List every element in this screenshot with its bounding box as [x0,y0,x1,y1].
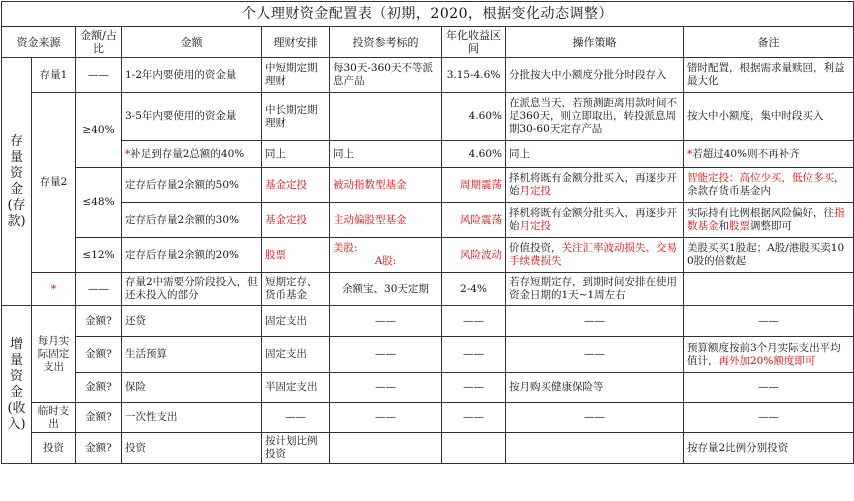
stock2-r5-strategy: 价值投资，关注汇率波动损失、交易手续费损失 [506,238,684,273]
stock2-r1-note: 按大中小额度，集中时段买入 [684,93,854,141]
stock2-r1-yield: 4.60% [442,93,506,141]
inc3-target: —— [330,373,442,403]
table-row [2,273,854,306]
stock2-r3-strategy: 择机将既有金额分批买入，再逐步开始月定投 [506,168,684,203]
stock2-r1-strategy: 在派息当天，若预测距离用款时间不足360天，则立即取出，转投派息周期30-60天定存产品 [506,93,684,141]
table-row [2,337,854,373]
stock1-arrangement: 中短期定期理财 [262,58,330,93]
table-row [2,306,854,337]
table-title: 个人理财资金配置表（初期，2020，根据变化动态调整） [2,2,854,27]
inc4-label: 临时支出 [32,403,76,433]
table-row [2,93,854,141]
table-row [2,141,854,168]
inc1-strategy: —— [506,306,684,337]
inc5-note: 按存量2比例分别投资 [684,433,854,464]
inc5-arrangement: 按计划比例投资 [262,433,330,464]
inc4-arrangement: —— [262,403,330,433]
inc1-ratio: 金额? [76,306,122,337]
inc5-yield [442,433,506,464]
stock3-yield: 2-4% [442,273,506,306]
stock2-r3-target: 被动指数型基金 [330,168,442,203]
allocation-table [1,1,854,464]
stock2-r4-note: 实际持有比例根据风险偏好，往指数基金和股票调整即可 [684,203,854,238]
inc4-yield: —— [442,403,506,433]
table-row [2,403,854,433]
header-note: 备注 [684,27,854,58]
stock2-ratio-40: ≥40% [76,93,122,168]
inc2-arrangement: 固定支出 [262,337,330,373]
stock-group-label: 存量资金(存款) [2,58,32,306]
star-mark: * [687,147,693,160]
inc3-arrangement: 半固定支出 [262,373,330,403]
stock3-target: 余额宝、30天定期 [330,273,442,306]
inc2-strategy: —— [506,337,684,373]
increment-group-label: 增量资金(收入) [2,306,32,464]
stock2-ratio-12: ≤12% [76,238,122,273]
stock2-r5-note: 美股买买1股起；A股/港股买卖100股的倍数起 [684,238,854,273]
table-row [2,203,854,238]
stock3-note [684,273,854,306]
inc5-amount: 投资 [122,433,262,464]
inc3-amount: 保险 [122,373,262,403]
inc3-yield: —— [442,373,506,403]
stock3-label: * [32,273,76,306]
inc3-note: —— [684,373,854,403]
table-row [2,238,854,273]
stock3-strategy: 若存短期定存，到期时间安排在使用资金日期的1天~1周左右 [506,273,684,306]
stock2-r5-yield: 风险波动 [442,238,506,273]
header-source: 资金来源 [2,27,76,58]
inc5-target [330,433,442,464]
stock2-r2-arrangement: 同上 [262,141,330,168]
table-row [2,168,854,203]
inc2-note: 预算额度按前3个月实际支出平均值计，再外加20%额度即可 [684,337,854,373]
stock1-note: 错时配置，根据需求量赎回，利益最大化 [684,58,854,93]
inc3-strategy: 按月购买健康保险等 [506,373,684,403]
inc1-target: —— [330,306,442,337]
stock2-r2-note: *若超过40%则不再补齐 [684,141,854,168]
stock3-arrangement: 短期定存、货币基金 [262,273,330,306]
inc5-strategy [506,433,684,464]
stock2-r2-strategy: 同上 [506,141,684,168]
header-arrangement: 理财安排 [262,27,330,58]
inc5-ratio: 金额? [76,433,122,464]
stock2-r4-arrangement: 基金定投 [262,203,330,238]
stock2-r2-yield: 4.60% [442,141,506,168]
inc2-yield: —— [442,337,506,373]
stock2-r3-arrangement: 基金定投 [262,168,330,203]
header-target: 投资参考标的 [330,27,442,58]
inc4-note: —— [684,403,854,433]
inc2-target: —— [330,337,442,373]
inc4-target: —— [330,403,442,433]
header-amount: 金额 [122,27,262,58]
monthly-group-label: 每月实际固定支出 [32,306,76,403]
stock2-label: 存量2 [32,93,76,273]
stock2-r4-yield: 风险震荡 [442,203,506,238]
stock2-r4-target: 主动偏股型基金 [330,203,442,238]
header-strategy: 操作策略 [506,27,684,58]
stock1-label: 存量1 [32,58,76,93]
stock2-ratio-48: ≤48% [76,168,122,238]
inc4-ratio: 金额? [76,403,122,433]
table-row [2,433,854,464]
stock2-r1-arrangement: 中长期定期理财 [262,93,330,141]
inc4-amount: 一次性支出 [122,403,262,433]
inc3-ratio: 金额? [76,373,122,403]
inc1-arrangement: 固定支出 [262,306,330,337]
stock2-r2-amount: *补足到存量2总额的40% [122,141,262,168]
stock2-r1-amount: 3-5年内要使用的资金量 [122,93,262,141]
inc1-yield: —— [442,306,506,337]
stock2-r5-arrangement: 股票 [262,238,330,273]
header-yield: 年化收益区间 [442,27,506,58]
stock3-ratio: —— [76,273,122,306]
stock1-ratio: —— [76,58,122,93]
stock2-r3-note: 智能定投：高位少买，低位多买，余款存货币基金内 [684,168,854,203]
table-row [2,373,854,403]
table-row [2,58,854,93]
inc1-amount: 还贷 [122,306,262,337]
stock1-target: 每30天-360天不等派息产品 [330,58,442,93]
stock2-r3-yield: 周期震荡 [442,168,506,203]
stock1-amount: 1-2年内要使用的资金量 [122,58,262,93]
header-ratio: 金额/占比 [76,27,122,58]
stock2-r4-amount: 定存后存量2余额的30% [122,203,262,238]
star-mark: * [125,147,131,160]
stock2-r3-amount: 定存后存量2余额的50% [122,168,262,203]
inc4-strategy: —— [506,403,684,433]
inc2-amount: 生活预算 [122,337,262,373]
stock2-r5-target: 美股: A股: [330,238,442,273]
stock2-r2-target: 同上 [330,141,442,168]
inc5-label: 投资 [32,433,76,464]
stock1-strategy: 分批按大中小额度分批分时段存入 [506,58,684,93]
stock1-yield: 3.15-4.6% [442,58,506,93]
stock2-r1-target [330,93,442,141]
stock2-r5-amount: 定存后存量2余额的20% [122,238,262,273]
inc2-ratio: 金额? [76,337,122,373]
inc1-note: —— [684,306,854,337]
stock2-r4-strategy: 择机将既有金额分批买入，再逐步开始月定投 [506,203,684,238]
stock3-amount: 存量2中需要分阶段投入，但还未投入的部分 [122,273,262,306]
